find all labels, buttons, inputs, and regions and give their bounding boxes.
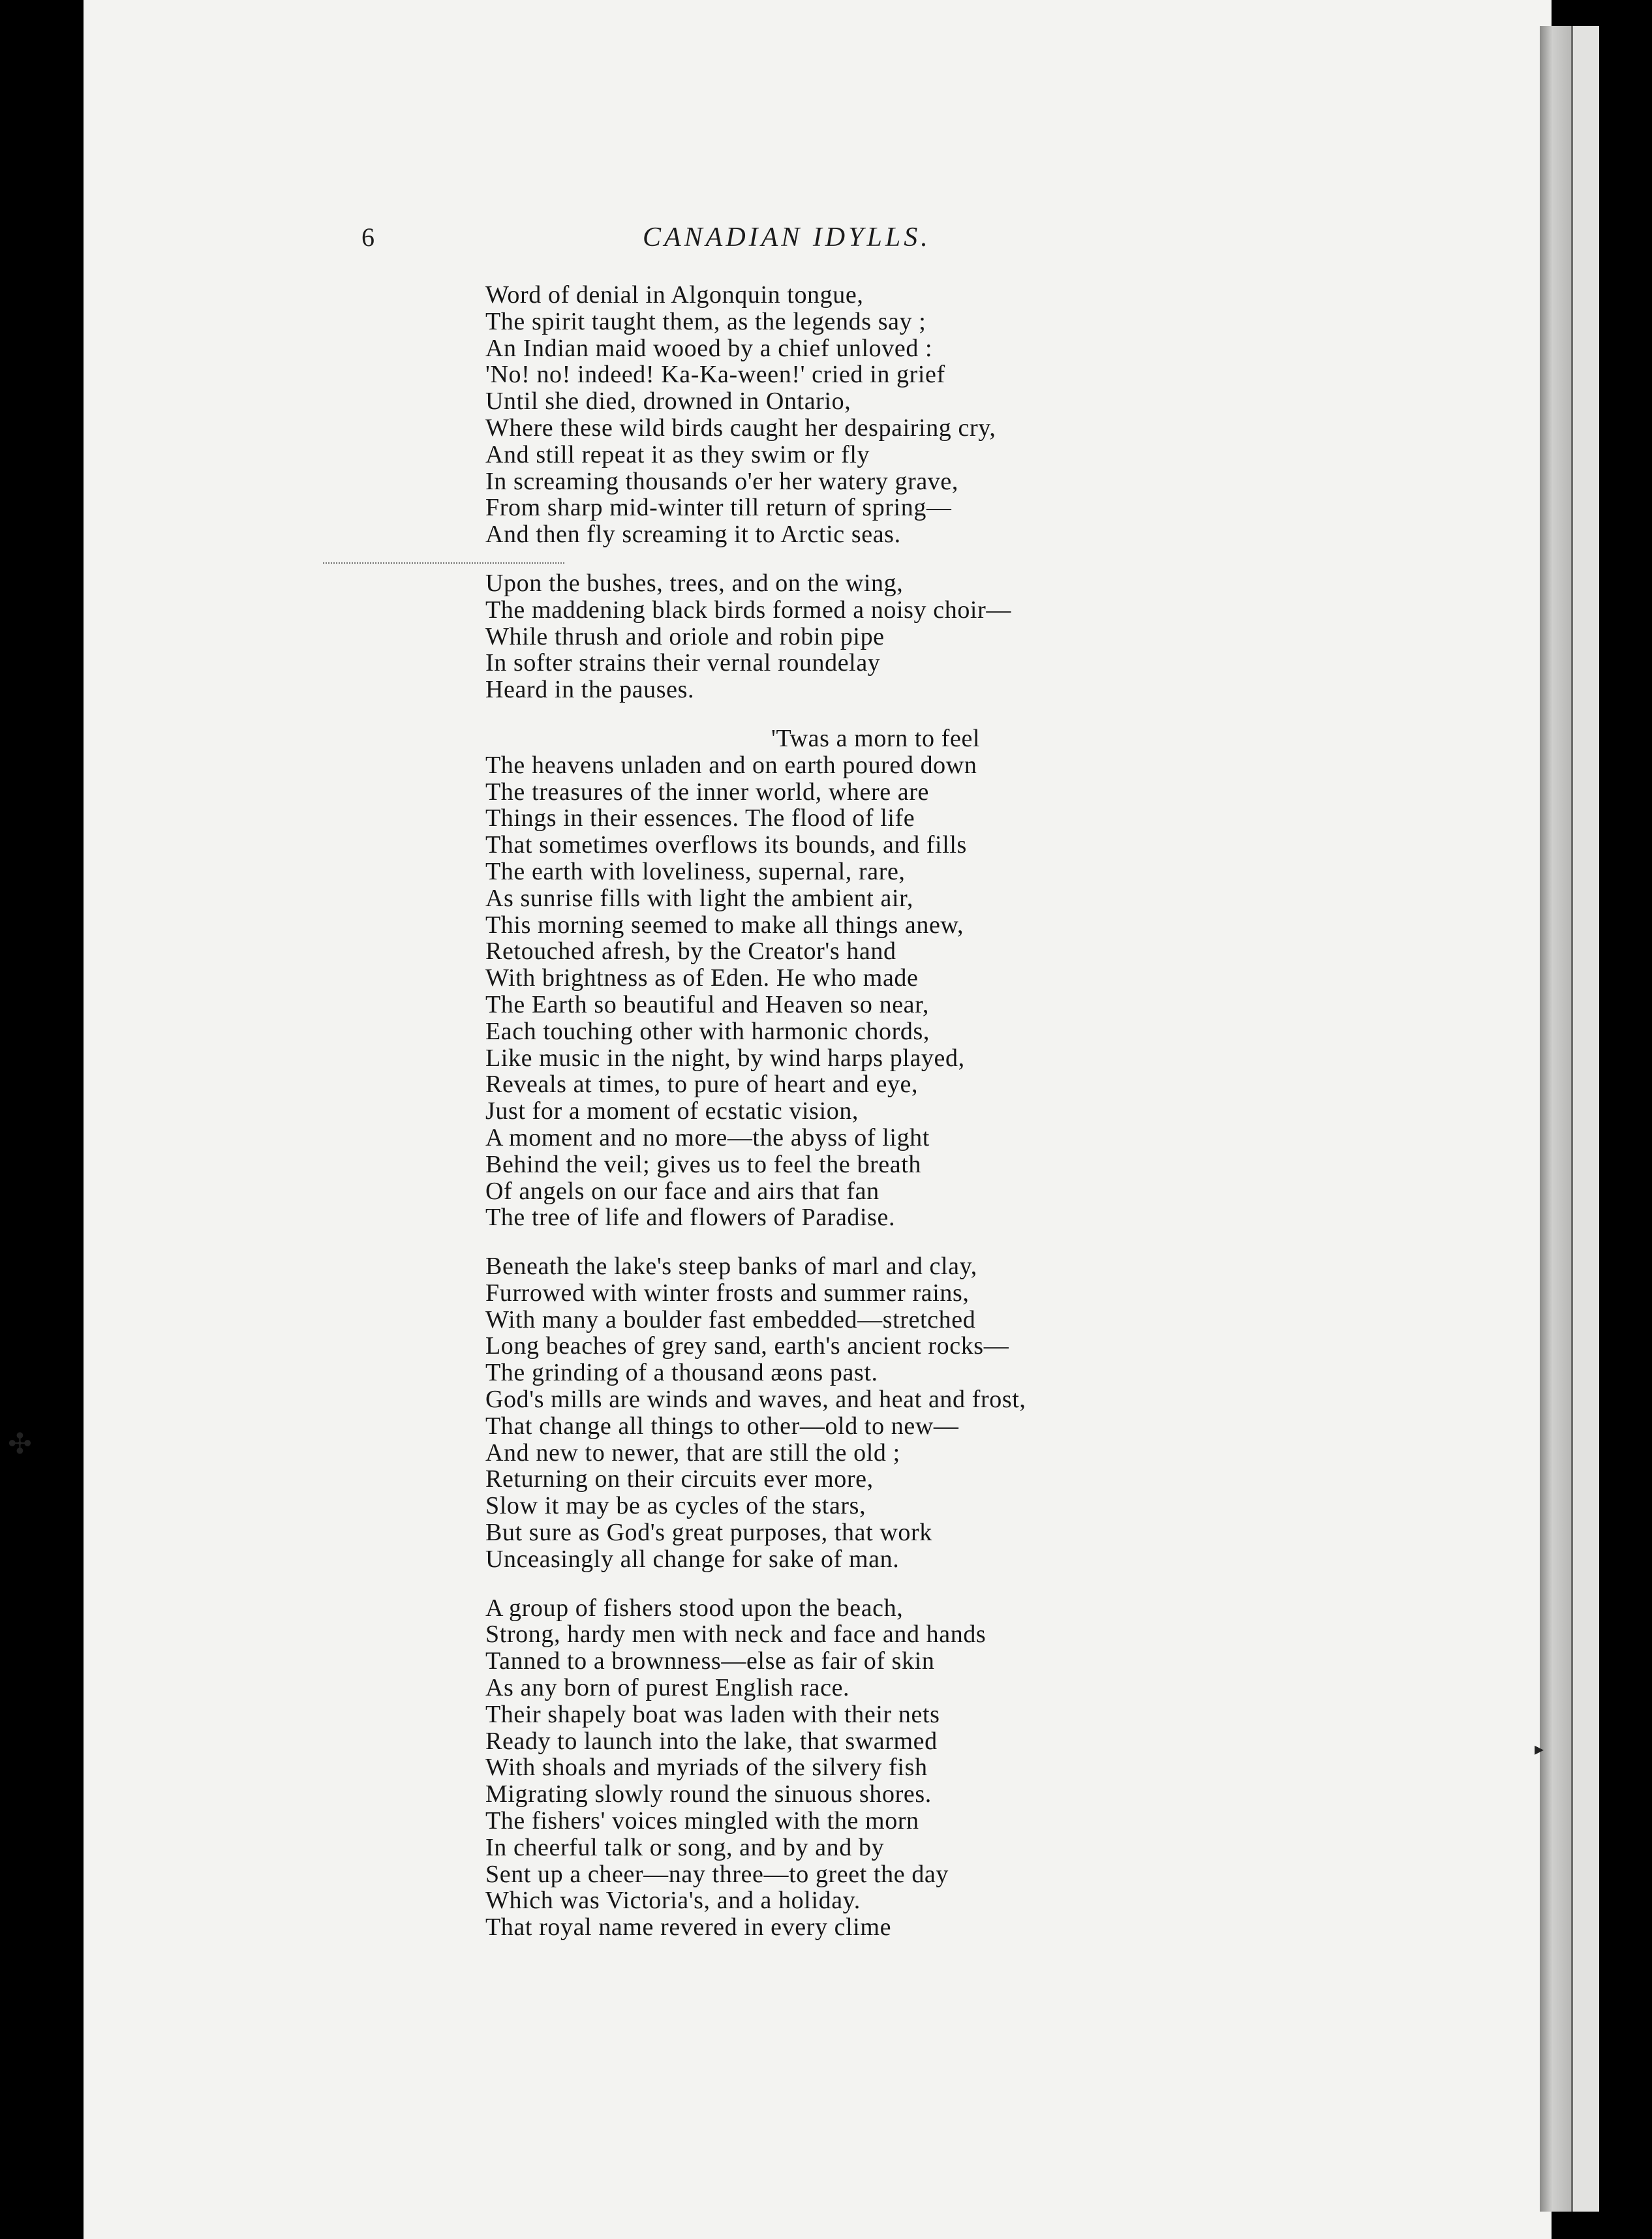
verse-line: In softer strains their vernal roundelay xyxy=(485,649,881,677)
stanza-1 xyxy=(485,282,1268,548)
verse-line: The tree of life and flowers of Paradise. xyxy=(485,1204,896,1232)
verse-line: With shoals and myriads of the silvery fish xyxy=(485,1754,928,1782)
verse-line: Returning on their circuits ever more, xyxy=(485,1465,874,1493)
verse-line: Migrating slowly round the sinuous shores. xyxy=(485,1780,932,1808)
verse-line: Furrowed with winter frosts and summer rains, xyxy=(485,1279,970,1307)
verse-line: That change all things to other—old to new— xyxy=(485,1412,959,1440)
verse-line: And still repeat it as they swim or fly xyxy=(485,440,870,468)
stanza-2 xyxy=(485,570,1268,703)
verse-line: Tanned to a brownness—else as fair of skin xyxy=(485,1647,935,1675)
verse-line: Sent up a cheer—nay three—to greet the day xyxy=(485,1860,949,1888)
verse-line: With brightness as of Eden. He who made xyxy=(485,964,919,992)
verse-line: An Indian maid wooed by a chief unloved : xyxy=(485,334,933,362)
verse-line: Long beaches of grey sand, earth's ancient rocks— xyxy=(485,1332,1009,1360)
stanza-3 xyxy=(485,725,1268,1231)
facing-page-edge xyxy=(1571,26,1599,2212)
verse-line: Upon the bushes, trees, and on the wing, xyxy=(485,569,904,597)
verse-line: Things in their essences. The flood of life xyxy=(485,804,915,832)
verse-line: Beneath the lake's steep banks of marl and clay, xyxy=(485,1253,977,1281)
verse-line: Slow it may be as cycles of the stars, xyxy=(485,1492,866,1520)
verse-line: Strong, hardy men with neck and face and hands xyxy=(485,1621,987,1649)
verse-line: The fishers' voices mingled with the morn xyxy=(485,1807,919,1835)
verse-line: The grinding of a thousand æons past. xyxy=(485,1359,878,1387)
verse-line: Of angels on our face and airs that fan xyxy=(485,1177,880,1205)
verse-line: That royal name revered in every clime xyxy=(485,1913,892,1942)
book-spine xyxy=(1540,26,1571,2212)
verse-line: While thrush and oriole and robin pipe xyxy=(485,622,885,650)
verse-line: In screaming thousands o'er her watery grave, xyxy=(485,467,958,495)
verse-line: Until she died, drowned in Ontario, xyxy=(485,388,851,416)
verse-line: The Earth so beautiful and Heaven so near, xyxy=(485,990,929,1018)
verse-line: Ready to launch into the lake, that swarmed xyxy=(485,1727,938,1755)
verse-line: The spirit taught them, as the legends say ; xyxy=(485,307,926,335)
stanza-4 xyxy=(485,1253,1268,1573)
verse-line: But sure as God's great purposes, that work xyxy=(485,1519,932,1547)
verse-line: As any born of purest English race. xyxy=(485,1674,850,1702)
verse-line: The heavens unladen and on earth poured down xyxy=(485,751,977,779)
poem-text xyxy=(485,282,1268,1941)
verse-line: Their shapely boat was laden with their nets xyxy=(485,1700,940,1728)
verse-line: Which was Victoria's, and a holiday. xyxy=(485,1887,861,1915)
page-number: 6 xyxy=(361,222,375,252)
verse-line: Like music in the night, by wind harps played, xyxy=(485,1044,965,1072)
page-header xyxy=(0,222,1652,261)
verse-line: Where these wild birds caught her despairing cry, xyxy=(485,414,996,442)
verse-line: Word of denial in Algonquin tongue, xyxy=(485,281,864,309)
verse-line: From sharp mid-winter till return of spring— xyxy=(485,494,952,522)
verse-line: 'Twas a morn to feel xyxy=(771,724,981,752)
scan-speck-mark: ✣ xyxy=(8,1427,32,1461)
verse-line: God's mills are winds and waves, and heat and frost, xyxy=(485,1386,1026,1414)
verse-line: And new to newer, that are still the old ; xyxy=(485,1439,900,1467)
verse-line: Unceasingly all change for sake of man. xyxy=(485,1545,900,1573)
verse-line: Just for a moment of ecstatic vision, xyxy=(485,1097,859,1125)
verse-line: A group of fishers stood upon the beach, xyxy=(485,1594,904,1622)
verse-line: The earth with loveliness, supernal, rare, xyxy=(485,857,906,885)
verse-line: Behind the veil; gives us to feel the breath xyxy=(485,1150,922,1178)
verse-line: That sometimes overflows its bounds, and fills xyxy=(485,831,967,859)
verse-line: Reveals at times, to pure of heart and eye, xyxy=(485,1071,919,1099)
verse-line: Retouched afresh, by the Creator's hand xyxy=(485,937,896,966)
verse-line: The maddening black birds formed a noisy choir— xyxy=(485,596,1011,624)
verse-line: The treasures of the inner world, where are xyxy=(485,778,929,806)
verse-line: 'No! no! indeed! Ka-Ka-ween!' cried in grief xyxy=(485,361,945,389)
stanza-5 xyxy=(485,1595,1268,1941)
page-edge-tick: ▸ xyxy=(1535,1738,1544,1759)
verse-line: In cheerful talk or song, and by and by xyxy=(485,1833,885,1861)
running-head: CANADIAN IDYLLS. xyxy=(643,222,931,252)
verse-line: And then fly screaming it to Arctic seas. xyxy=(485,521,901,549)
verse-line: This morning seemed to make all things anew, xyxy=(485,911,964,939)
verse-line: As sunrise fills with light the ambient air, xyxy=(485,884,914,912)
verse-line: With many a boulder fast embedded—stretched xyxy=(485,1305,976,1333)
verse-line: A moment and no more—the abyss of light xyxy=(485,1123,930,1151)
verse-line: Each touching other with harmonic chords, xyxy=(485,1017,930,1045)
verse-line: Heard in the pauses. xyxy=(485,676,695,704)
